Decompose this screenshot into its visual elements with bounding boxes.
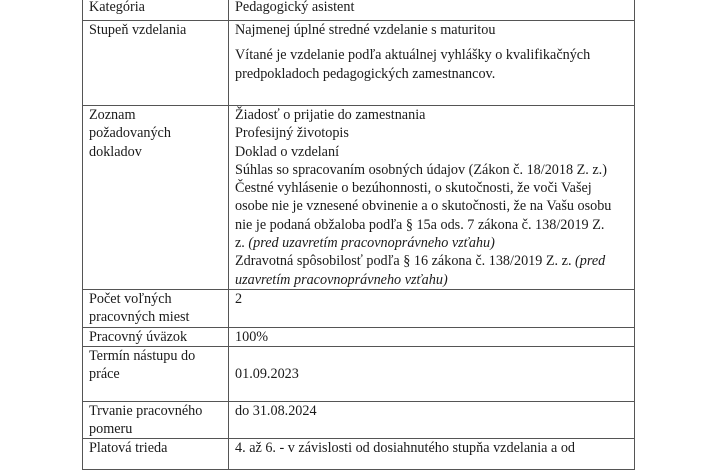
value-pocet-miest: 2 [235,290,243,307]
doc-item-doklad-vzdelanie: Doklad o vzdelaní [235,143,340,160]
label-cell [83,106,229,290]
doc-item-zdravotna-line-2: uzavretím pracovnoprávneho vzťahu) [235,271,448,288]
doc-item-cestne-vyhlasenie-line-4 [235,234,628,252]
label-cell [83,21,229,106]
text-plain: z. [235,235,249,252]
value-cell [229,21,635,106]
label-trvanie-line-1: Trvanie pracovného [89,402,203,419]
row-kategoria [83,0,635,21]
value-kategoria: Pedagogický asistent [235,0,355,15]
row-zoznam-dokladov [83,106,635,290]
doc-item-cestne-vyhlasenie-line-3: nie je podaná obžaloba podľa § 15a ods. 7 zákona č. 138/2019 Z. [235,216,605,233]
text-italic-note: (pred [575,253,606,270]
value-cell [229,0,635,21]
label-stupen-vzdelania: Stupeň vzdelania [89,22,187,38]
value-platova-trieda: 4. až 6. - v závislosti od dosiahnutého stupňa vzdelania a od [235,440,576,457]
label-kategoria: Kategória [89,0,145,15]
value-uvazok: 100% [235,328,269,345]
row-stupen-vzdelania [83,21,635,106]
value-cell [229,439,635,470]
doc-item-cestne-vyhlasenie-line-2: osobe nie je vznesené obvinenie a o skutočnosti, že na Vašu osobu [235,198,612,215]
label-cell [83,327,229,346]
row-trvanie-pomeru [83,401,635,439]
doc-item-zivotopis: Profesijný životopis [235,125,349,142]
label-cell [83,346,229,401]
value-termin-nastupu: 01.09.2023 [235,365,299,382]
job-offer-table [82,0,635,470]
label-zoznam-line-2: požadovaných [89,125,171,142]
value-cell [229,327,635,346]
label-cell [83,401,229,439]
text-plain: Zdravotná spôsobilosť podľa § 16 zákona č. 138/2019 Z. z. [235,253,576,270]
value-cell [229,346,635,401]
row-pracovny-uvazok [83,327,635,346]
doc-item-suhlas-gdpr: Súhlas so spracovaním osobných údajov (Zákon č. 18/2018 Z. z.) [235,161,607,178]
value-stupen-vzdelania: Najmenej úplné stredné vzdelanie s maturitou [235,22,496,38]
value-cell [229,289,635,327]
label-cell [83,289,229,327]
row-termin-nastupu [83,346,635,401]
text-italic-note: (pred uzavretím pracovnoprávneho vzťahu) [248,235,495,252]
row-pocet-miest [83,289,635,327]
label-zoznam-line-3: dokladov [89,143,142,160]
value-cell [229,106,635,290]
doc-item-ziadost: Žiadosť o prijatie do zamestnania [235,107,426,123]
value-cell [229,401,635,439]
value-trvanie-pomeru: do 31.08.2024 [235,402,317,419]
label-cell [83,439,229,470]
row-platova-trieda [83,439,635,470]
label-trvanie-line-2: pomeru [89,421,133,438]
label-termin-line-2: práce [89,366,120,383]
doc-item-zdravotna-line-1 [235,252,628,270]
paragraph-gap [235,39,628,46]
label-pocet-line-1: Počet voľných [89,290,172,307]
label-zoznam-line-1: Zoznam [89,107,136,123]
label-platova-trieda: Platová trieda [89,440,168,457]
doc-item-cestne-vyhlasenie-line-1: Čestné vyhlásenie o bezúhonnosti, o skutočnosti, že voči Vašej [235,180,592,197]
value-stupen-note-line-1: Vítané je vzdelanie podľa aktuálnej vyhlášky o kvalifikačných [235,47,591,64]
label-uvazok: Pracovný úväzok [89,328,188,345]
label-pocet-line-2: pracovných miest [89,309,190,326]
value-stupen-note-line-2: predpokladoch pedagogických zamestnancov. [235,65,496,82]
label-cell [83,0,229,21]
label-termin-line-1: Termín nástupu do [89,347,196,364]
